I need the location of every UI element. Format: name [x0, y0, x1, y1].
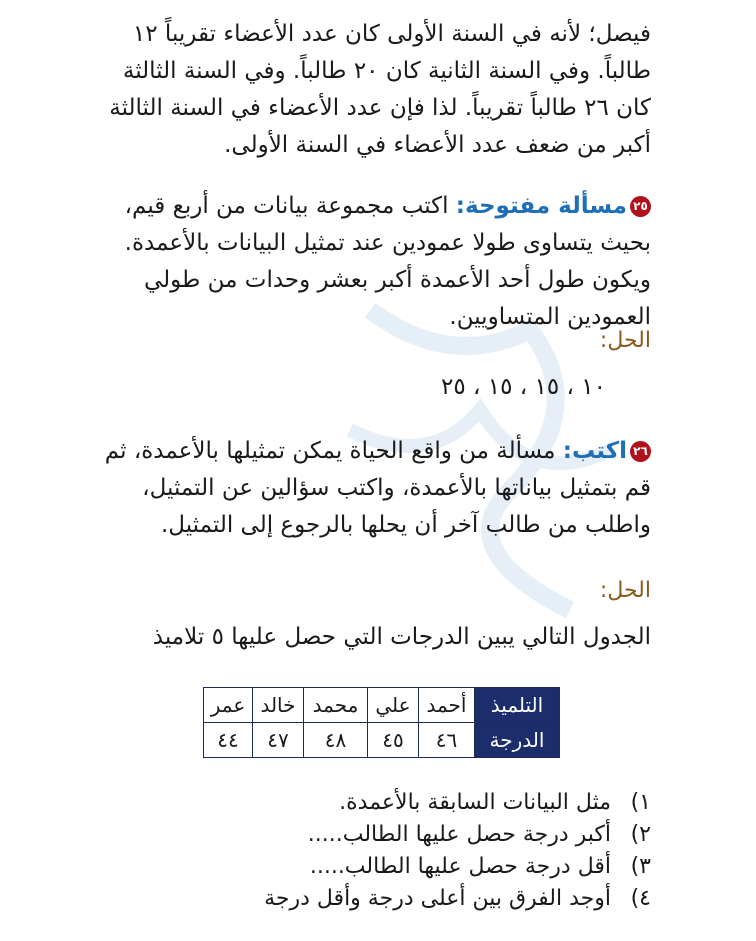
table-cell: علي — [368, 688, 419, 723]
question-number-badge: ٢٥ — [630, 196, 651, 217]
row-header: الدرجة — [475, 723, 560, 758]
table-cell: عمر — [204, 688, 253, 723]
table-cell: ٤٤ — [204, 723, 253, 758]
list-item — [264, 851, 651, 883]
item-number: ٤) — [630, 886, 651, 911]
question-25 — [100, 188, 651, 336]
item-text: أقل درجة حصل عليها الطالب..... — [309, 854, 611, 879]
question-26 — [100, 433, 651, 544]
question-term: اكتب: — [562, 438, 627, 464]
q25-answer: ١٠ ، ١٥ ، ١٥ ، ٢٥ — [440, 374, 606, 400]
question-term: مسألة مفتوحة: — [455, 193, 627, 219]
table-cell: أحمد — [419, 688, 475, 723]
question-text: مسألة من واقع الحياة يمكن تمثيلها بالأعمدة، ثم قم بتمثيل بياناتها بالأعمدة، واكتب سؤالين عن التمثيل، واطلب من طالب آخر أن يحلها بالرجوع إلى التمثيل. — [104, 438, 651, 538]
item-number: ٢) — [630, 822, 651, 847]
row-header: التلميذ — [475, 688, 560, 723]
intro-paragraph: فيصل؛ لأنه في السنة الأولى كان عدد الأعضاء تقريباً ١٢ طالباً. وفي السنة الثانية كان ٢٠ طالباً. وفي السنة الثالثة كان ٢٦ طالباً تقريباً. لذا فإن عدد الأعضاء في السنة الثالثة أكبر من ضعف عدد الأعضاء في السنة الأولى. — [109, 21, 651, 158]
list-item — [264, 787, 651, 819]
table-cell: ٤٦ — [419, 723, 475, 758]
list-item — [264, 883, 651, 915]
list-item — [264, 819, 651, 851]
item-text: مثل البيانات السابقة بالأعمدة. — [339, 790, 611, 815]
item-number: ٣) — [630, 854, 651, 879]
task-list — [264, 787, 651, 915]
item-text: أوجد الفرق بين أعلى درجة وأقل درجة — [264, 886, 611, 911]
table-cell: ٤٥ — [368, 723, 419, 758]
item-number: ١) — [630, 790, 651, 815]
solution-label: الحل: — [599, 328, 651, 353]
table-cell: ٤٨ — [304, 723, 368, 758]
table-intro: الجدول التالي يبين الدرجات التي حصل عليها ٥ تلاميذ — [152, 624, 651, 650]
question-text: اكتب مجموعة بيانات من أربع قيم، بحيث يتساوى طولا عمودين عند تمثيل البيانات بالأعمدة. ويكون طول أحد الأعمدة أكبر بعشر وحدات من طولي العمودين المتساويين. — [124, 193, 651, 330]
table-row — [204, 723, 560, 758]
table-row — [204, 688, 560, 723]
item-text: أكبر درجة حصل عليها الطالب..... — [307, 822, 611, 847]
table-cell: محمد — [304, 688, 368, 723]
table-cell: خالد — [253, 688, 304, 723]
table-cell: ٤٧ — [253, 723, 304, 758]
grades-table — [203, 687, 560, 758]
question-number-badge: ٢٦ — [630, 441, 651, 462]
solution-label: الحل: — [599, 578, 651, 603]
